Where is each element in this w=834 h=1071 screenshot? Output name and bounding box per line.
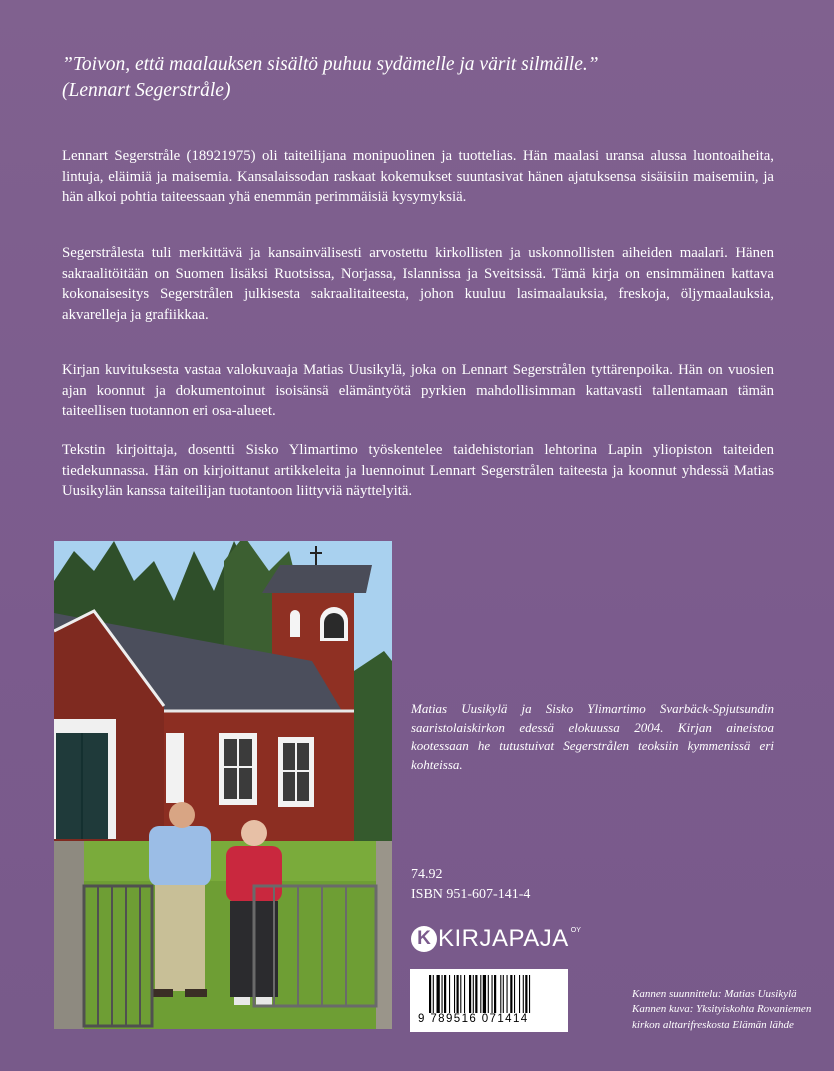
church-photo (54, 541, 392, 1029)
isbn: ISBN 951-607-141-4 (411, 887, 531, 902)
cover-credits (632, 987, 834, 1033)
writer-paragraph: Tekstin kirjoittaja, dosentti Sisko Ylimartimo työskentelee taidehistorian lehtorina Lapin yliopiston taiteiden tiedekunnassa. Hän on kirjoittanut artikkeleita ja luennoinut Lennart Segerstrålen taiteesta ja koonnut yhdessä Matias Uusikylän kanssa taiteilijan tuotantoon liittyviä näyttelyitä. (62, 442, 774, 500)
barcode-bar (449, 975, 450, 1013)
barcode-bar (510, 975, 512, 1013)
barcode-bar (457, 975, 459, 1013)
barcode-bar (514, 975, 515, 1013)
barcode-number: 9 789516 071414 (418, 1013, 529, 1025)
photographer-paragraph: Kirjan kuvituksesta vastaa valokuvaaja Matias Uusikylä, joka on Lennart Segerstrålen tyttärenpoika. Hän on vuosien ajan koonnut ja dokumentoinut isoisänsä elämäntyötä pyrkien mahdollisimman kattavasti tallentamaan tämän taiteellisen tuotannon eri osa-alueet. (62, 362, 774, 420)
barcode-bars (429, 975, 561, 1013)
barcode-bar (464, 975, 465, 1013)
intro-paragraph: Lennart Segerstråle (18921975) oli taiteilijana monipuolinen ja tuottelias. Hän maalasi uransa alussa luontoaiheita, lintuja, eläimiä ja maisemia. Kansalaissodan raskaat kokemukset suuntasivat hänen ajatuksensa sisäisiin maisemiin, ja hän alkoi pohtia taiteessaan yhä enemmän perimmäisiä kysymyksiä. (62, 148, 774, 206)
credits-image-cont: kirkon alttarifreskosta Elämän lähde (632, 1018, 794, 1031)
barcode-bar (433, 975, 434, 1013)
quote-text: ”Toivon, että maalauksen sisältö puhuu sydämelle ja värit silmälle.” (62, 54, 599, 75)
barcode-bar (460, 975, 461, 1013)
barcode-bar (475, 975, 477, 1013)
publisher-logo (411, 924, 581, 954)
barcode-bar (488, 975, 489, 1013)
barcode-bar (529, 975, 530, 1013)
barcode-bar (525, 975, 527, 1013)
quote-attribution: (Lennart Segerstråle) (62, 80, 231, 101)
price-code: 74.92 (411, 867, 443, 882)
credits-image: Kannen kuva: Yksityiskohta Rovaniemen (632, 1003, 812, 1016)
publisher-k-icon: K (411, 926, 437, 952)
photo-caption: Matias Uusikylä ja Sisko Ylimartimo Svarbäck-Spjutsundin saaristolaiskirkon edessä elokuussa 2004. Kirjan aineistoa kootessaan he tutustuivat Segerstrålen teoksiin kymmenissä eri kohteissa. (411, 701, 774, 772)
barcode-bar (507, 975, 508, 1013)
credits-design: Kannen suunnittelu: Matias Uusikylä (632, 988, 797, 1000)
barcode-bar (480, 975, 481, 1013)
publisher-suffix: OY (570, 927, 581, 934)
barcode-bar (429, 975, 431, 1013)
barcode (410, 969, 568, 1032)
barcode-bar (494, 975, 496, 1013)
barcode-bar (492, 975, 493, 1013)
barcode-bar (437, 975, 440, 1013)
barcode-bar (444, 975, 446, 1013)
sacral-art-paragraph: Segerstrålesta tuli merkittävä ja kansainvälisesti arvostettu kirkollisten ja uskonnollisten aiheiden maalari. Hänen sakraalitöitään on Suomen lisäksi Ruotsissa, Norjassa, Islannissa ja Sveitsissä. Tämä kirja on ensimmäinen kattava kokonaisesitys Segerstrålen julkisesta sakraalitaiteesta, johon kuuluu lasimaalauksia, freskoja, öljymaalauksia, akvarelleja ja grafiikkaa. (62, 245, 774, 323)
publisher-name: KIRJAPAJA (438, 925, 569, 952)
barcode-bar (519, 975, 520, 1013)
barcode-bar (454, 975, 455, 1013)
author-quote (62, 52, 782, 104)
barcode-bar (500, 975, 501, 1013)
barcode-bar (503, 975, 504, 1013)
barcode-bar (473, 975, 474, 1013)
barcode-bar (469, 975, 471, 1013)
barcode-bar (483, 975, 486, 1013)
barcode-bar (442, 975, 443, 1013)
barcode-bar (523, 975, 524, 1013)
